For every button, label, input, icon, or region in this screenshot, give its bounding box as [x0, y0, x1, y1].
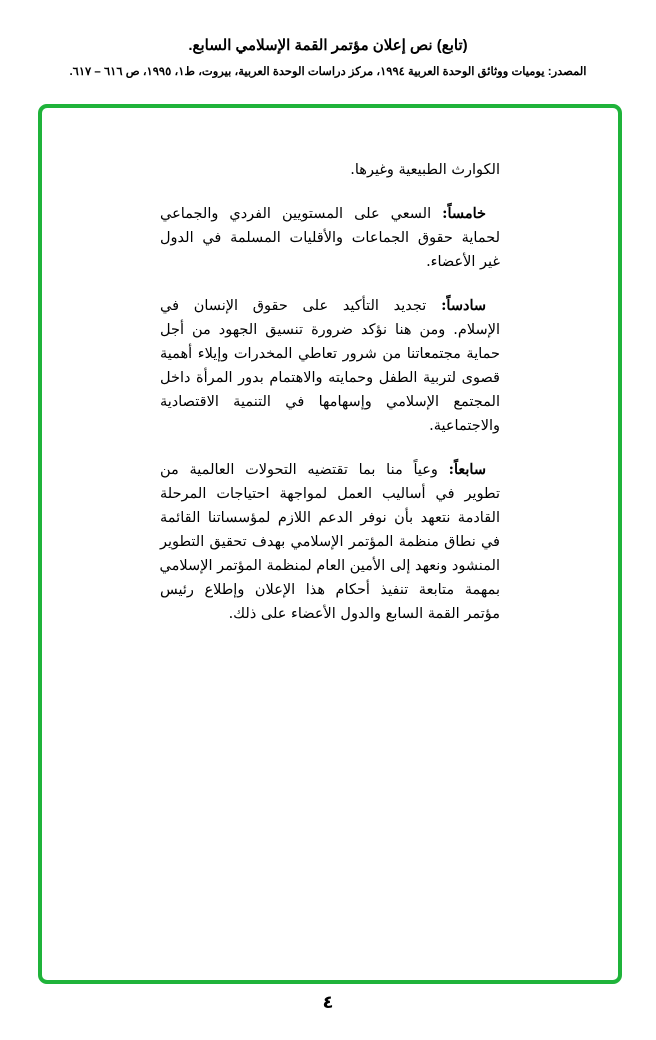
text-line: مؤتمر القمة السابع والدول الأعضاء على ذلك. [228, 606, 500, 622]
text-line: تطوير في أساليب العمل لمواجهة احتياجات المرحلة [160, 486, 500, 502]
text-line: لحماية حقوق الجماعات والأقليات المسلمة في الدول [160, 230, 500, 246]
paragraph-fifth [160, 202, 500, 274]
text-line: الإسلام. ومن هنا نؤكد ضرورة تنسيق الجهود من أجل [160, 322, 500, 338]
text-span: السعي على المستويين الفردي والجماعي [160, 206, 432, 222]
text-span: وعياً منا بما تقتضيه التحولات العالمية من [160, 462, 438, 478]
paragraph-lead: سابعاً: [448, 461, 486, 478]
paragraph-sixth [160, 294, 500, 438]
text-span: تجديد التأكيد على حقوق الإنسان في [160, 298, 427, 314]
text-line: حماية مجتمعاتنا من شرور تعاطي المخدرات وإيلاء أهمية [160, 346, 500, 362]
source-citation: المصدر: يوميات ووثائق الوحدة العربية ١٩٩٤، مركز دراسات الوحدة العربية، بيروت، ط١، ١٩٩٥، ص ٦١٦ – ٦١٧. [69, 66, 587, 78]
text-line: الكوارث الطبيعية وغيرها. [350, 162, 500, 178]
document-body [160, 158, 500, 646]
text-line: قصوى لتربية الطفل وحمايته والاهتمام بدور المرأة داخل [160, 370, 500, 386]
page-number: ٤ [322, 992, 334, 1013]
paragraph-continuation [160, 158, 500, 182]
paragraph-seventh [160, 458, 500, 626]
text-line: القادمة نتعهد بأن نوفر الدعم اللازم لمؤسساتنا القائمة [160, 510, 500, 526]
document-title: (تابع) نص إعلان مؤتمر القمة الإسلامي السابع. [188, 37, 468, 54]
text-line: غير الأعضاء. [426, 254, 500, 270]
text-line: المجتمع الإسلامي وإسهامها في التنمية الاقتصادية [160, 394, 500, 410]
text-line: المنشود ونعهد إلى الأمين العام لمنظمة المؤتمر الإسلامي [159, 558, 500, 574]
paragraph-lead: خامساً: [442, 205, 487, 222]
text-line [160, 458, 500, 482]
paragraph-lead: سادساً: [441, 297, 487, 314]
text-line [160, 294, 500, 318]
text-line: في نطاق منظمة المؤتمر الإسلامي بهدف تحقيق التطوير [160, 534, 500, 550]
text-line [160, 202, 500, 226]
text-line: والاجتماعية. [429, 418, 500, 434]
text-line: بمهمة متابعة تنفيذ أحكام هذا الإعلان وإطلاع رئيس [160, 582, 500, 598]
